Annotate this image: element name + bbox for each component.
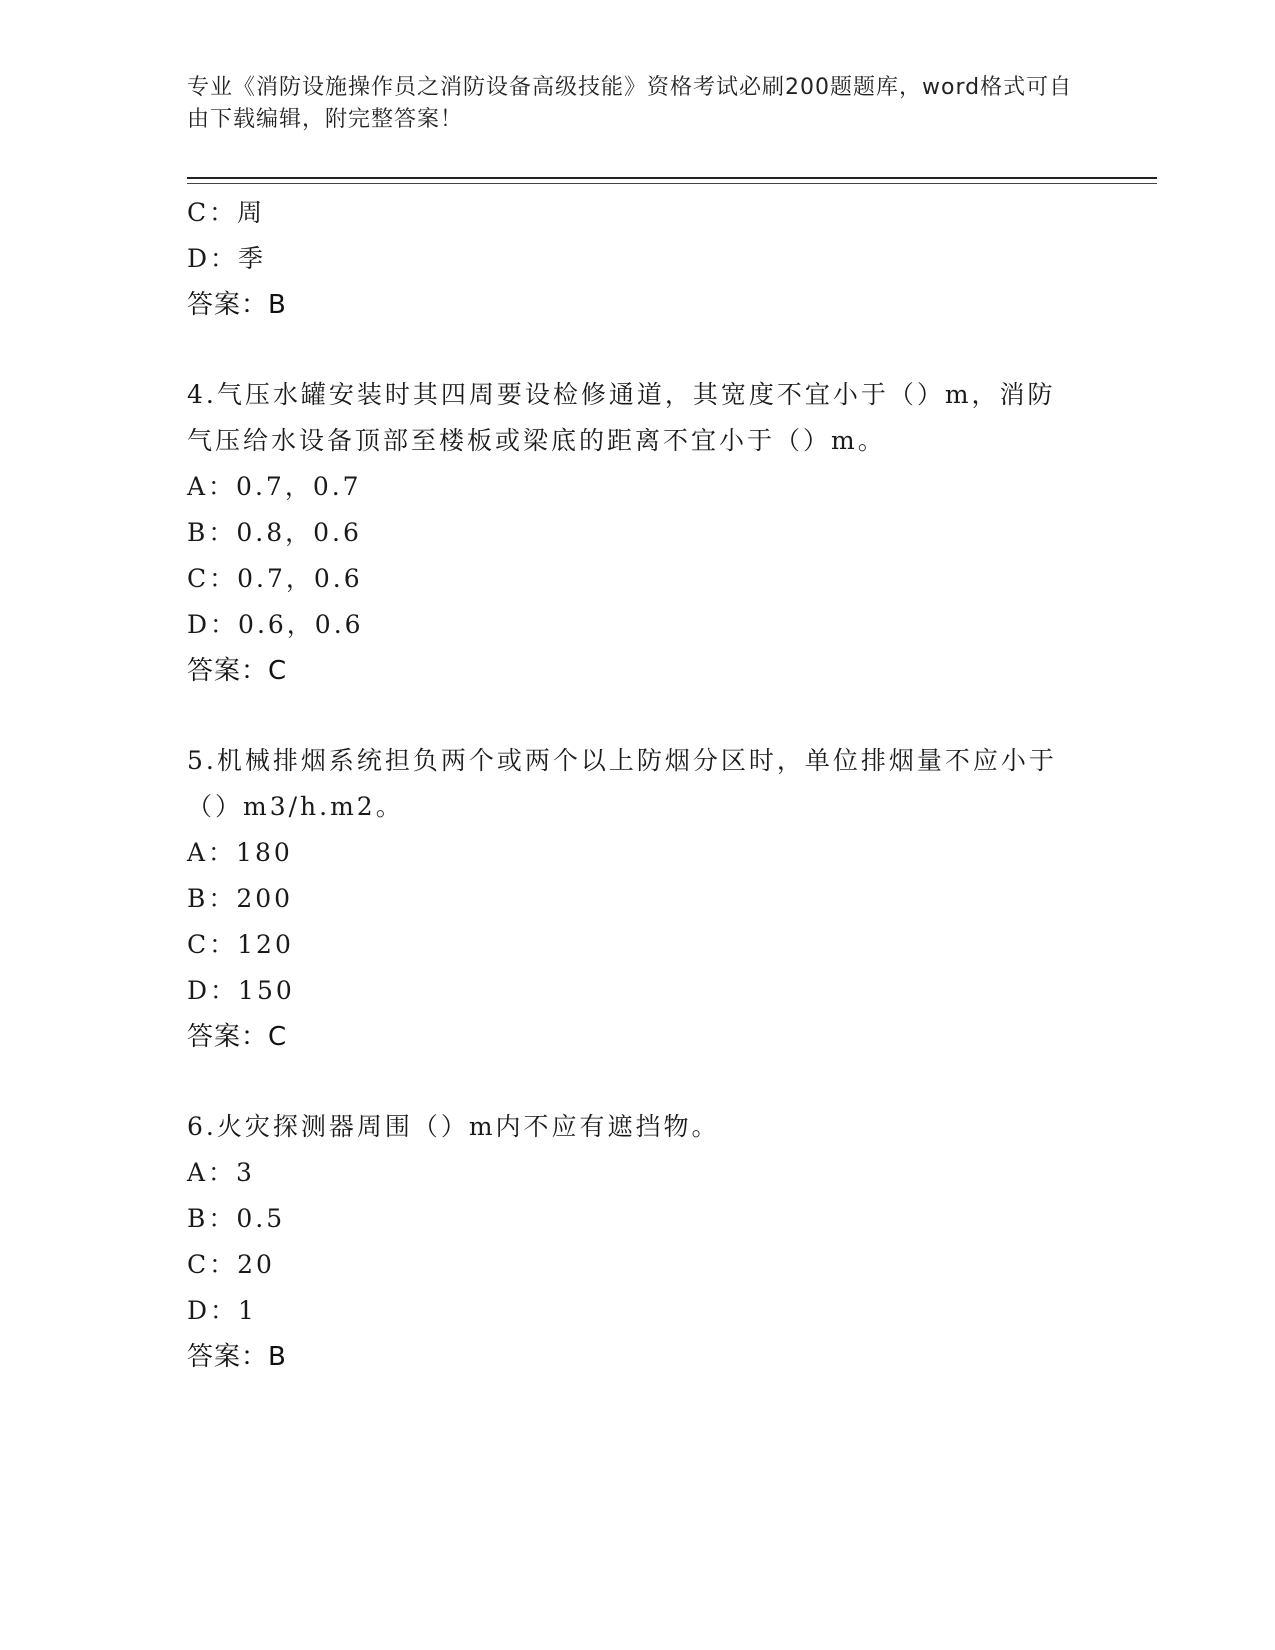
answer-label: 答案：B (187, 1342, 287, 1372)
header-divider-thin (187, 183, 1157, 184)
option-b: B：200 (187, 884, 294, 913)
spacer (187, 694, 1087, 738)
option-a: A：0.7，0.7 (187, 472, 362, 501)
option-b: B：0.8，0.6 (187, 518, 362, 547)
question-list (187, 190, 1087, 1380)
option-d: D：150 (187, 976, 295, 1005)
question-text: 5.机械排烟系统担负两个或两个以上防烟分区时，单位排烟量不应小于（）m3/h.m2。 (187, 746, 1057, 821)
option-d: D：0.6，0.6 (187, 610, 364, 639)
option-c: C：0.7，0.6 (187, 564, 363, 593)
option-c: C：周 (187, 198, 266, 227)
option-a: A：3 (187, 1158, 255, 1187)
answer-label: 答案：C (187, 1022, 288, 1052)
document-header: 专业《消防设施操作员之消防设备高级技能》资格考试必刷200题题库，word格式可自由下载编辑，附完整答案！ (187, 75, 1073, 132)
option-d: D：1 (187, 1296, 257, 1325)
question-5 (187, 738, 1087, 1060)
question-3-tail (187, 190, 1087, 328)
option-d: D：季 (187, 244, 267, 273)
spacer (187, 328, 1087, 372)
question-4 (187, 372, 1087, 694)
question-text: 4.气压水罐安装时其四周要设检修通道，其宽度不宜小于（）m，消防气压给水设备顶部至楼板或梁底的距离不宜小于（）m。 (187, 380, 1056, 455)
option-c: C：20 (187, 1250, 275, 1279)
spacer (187, 1060, 1087, 1104)
header-divider-thick (187, 177, 1157, 179)
option-b: B：0.5 (187, 1204, 286, 1233)
question-text: 6.火灾探测器周围（）m内不应有遮挡物。 (187, 1112, 720, 1141)
option-a: A：180 (187, 838, 293, 867)
answer-label: 答案：C (187, 656, 288, 686)
answer-label: 答案：B (187, 290, 287, 320)
question-6 (187, 1104, 1087, 1380)
option-c: C：120 (187, 930, 294, 959)
